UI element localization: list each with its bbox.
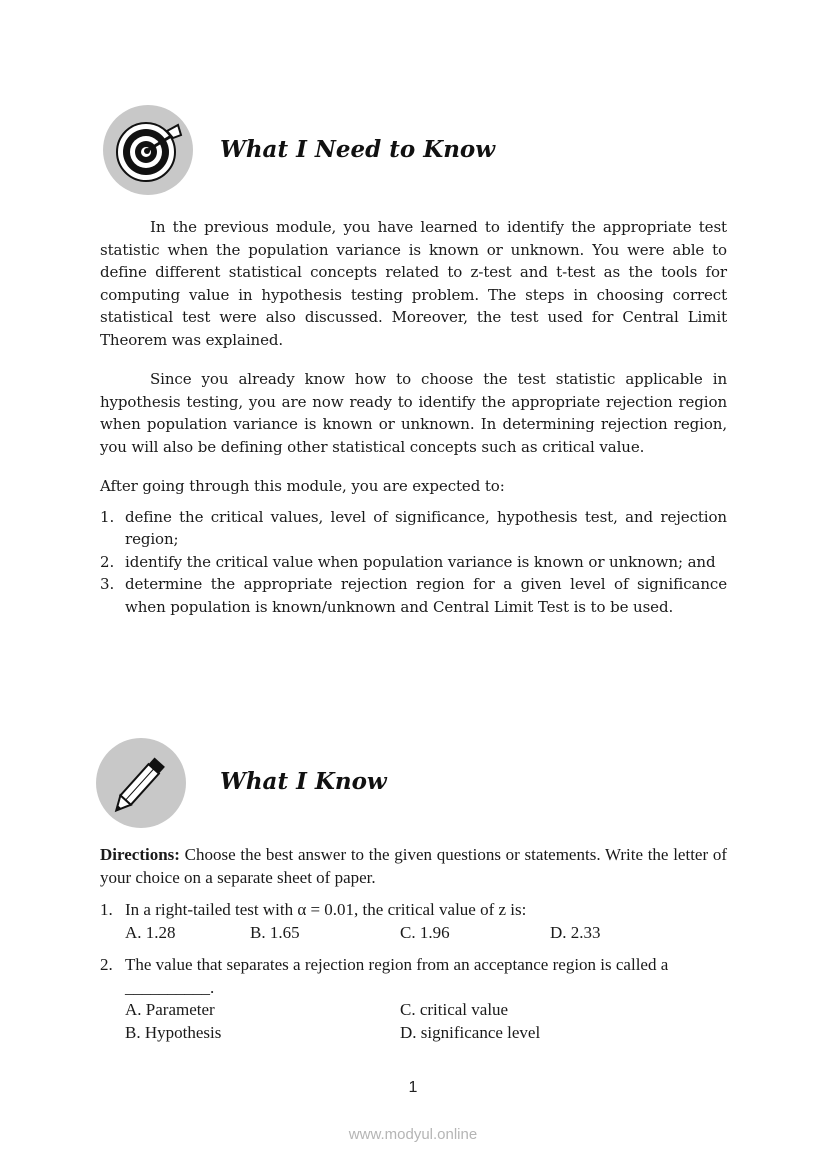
list-item [100,506,727,551]
item-text: identify the critical value when population variance is known or unknown; and [125,552,716,571]
option-d: D. 2.33 [550,923,601,942]
option-a: A. Parameter [125,1000,215,1019]
section-title-what-i-need-to-know: What I Need to Know [220,136,496,163]
question-text: In a right-tailed test with α = 0.01, the critical value of z is: [125,900,527,919]
item-number: 1. [100,507,115,526]
target-icon [103,105,193,195]
item-text: define the critical values, level of significance, hypothesis test, and rejection region; [125,507,727,548]
objectives-list [100,506,727,619]
question-number: 2. [100,955,113,974]
item-text: determine the appropriate rejection region for a given level of significance when population is known/unknown and Central Limit Test is to be used. [125,575,727,616]
paragraph: In the previous module, you have learned to identify the appropriate test statistic when the population variance is known or unknown. You were able to define different statistical concepts related to z-test and t-test as the tools for computing value in hypothesis testing problem. The steps in choosing correct statistical test were also discussed. Moreover, the test used for Central Limit Theorem was explained. [100,218,727,349]
directions [100,844,727,889]
paragraph: Since you already know how to choose the test statistic applicable in hypothesis testing, you are now ready to identify the appropriate rejection region when population variance is known or unknown. In determining rejection region, you will also be defining other statistical concepts such as critical value. [100,370,727,456]
option-c: C. 1.96 [400,923,450,942]
option-c: C. critical value [400,1000,509,1019]
objectives-intro: After going through this module, you are expected to: [100,477,505,495]
watermark: www.modyul.online [348,1126,478,1143]
item-number: 3. [100,575,115,593]
question-text: The value that separates a rejection region from an acceptance region is called a __________. [125,955,669,997]
option-a: A. 1.28 [125,923,176,942]
pencil-icon [96,738,186,828]
question-2 [100,954,727,1049]
list-item [100,551,727,574]
section-title-what-i-know: What I Know [220,768,387,795]
item-number: 2. [100,552,115,571]
intro-section [100,216,727,618]
question-number: 1. [100,900,113,919]
list-item [100,573,727,618]
option-b: B. Hypothesis [125,1023,222,1042]
question-1 [100,899,727,949]
option-b: B. 1.65 [250,923,300,942]
page-number: 1 [408,1079,418,1096]
directions-text: Choose the best answer to the given questions or statements. Write the letter of your choice on a separate sheet of paper. [100,845,727,887]
directions-label: Directions: [100,845,180,864]
option-d: D. significance level [400,1023,541,1042]
